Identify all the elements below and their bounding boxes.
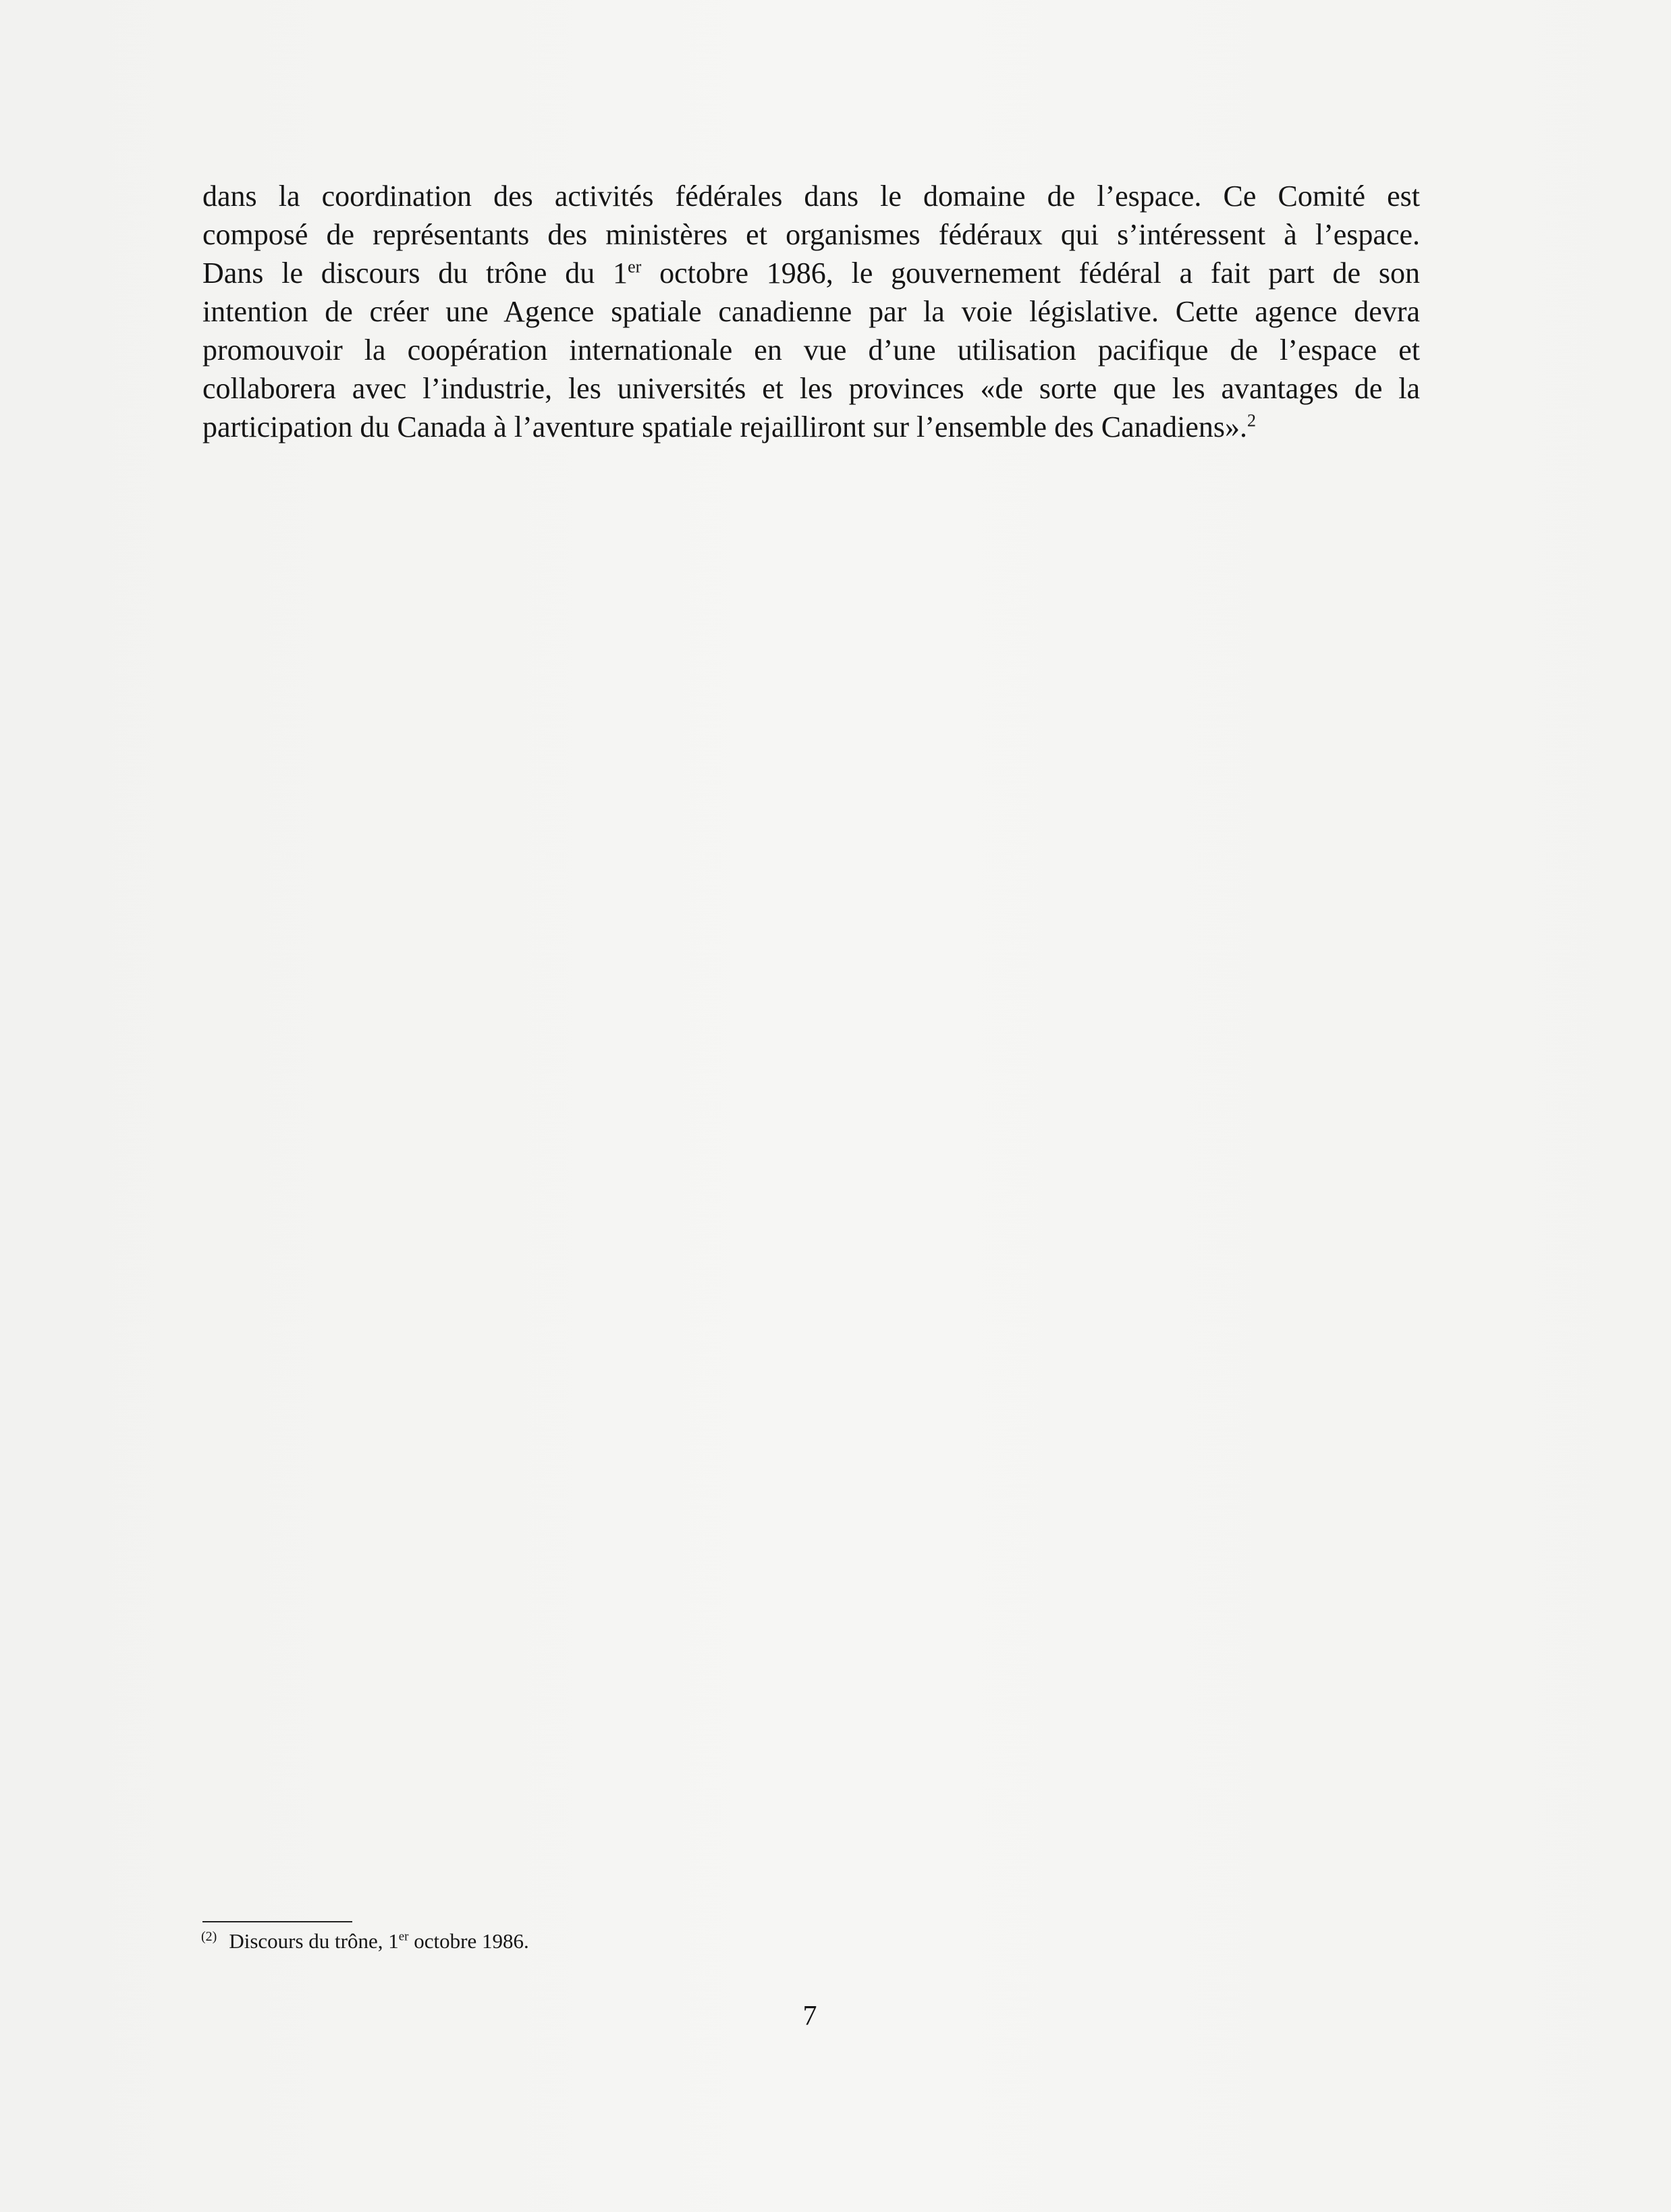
footnote-reference: 2	[1247, 410, 1257, 431]
superscript-ordinal: er	[398, 1929, 409, 1944]
footnote-text: Discours du trône, 1	[229, 1929, 399, 1953]
text-segment: participation du Canada à l’aventure spatiale rejailliront sur l’ensemble des Canadiens».	[202, 410, 1248, 443]
text-segment: octobre 1986, le gouvernement fédéral a fait part de son	[641, 257, 1420, 290]
text-line: collaborera avec l’industrie, les universités et les provinces «de sorte que les avantages de la	[202, 372, 1420, 405]
page-number: 7	[802, 2001, 817, 2032]
text-line: promouvoir la coopération internationale en vue d’une utilisation pacifique de l’espace et	[202, 333, 1420, 367]
superscript-ordinal: er	[628, 257, 642, 277]
text-segment: Dans le discours du trône du 1	[202, 257, 628, 290]
footnote-separator	[202, 1921, 352, 1922]
text-line: intention de créer une Agence spatiale canadienne par la voie législative. Cette agence devra	[202, 295, 1420, 328]
footnote	[201, 1928, 529, 1955]
footnote-marker: (2)	[201, 1928, 217, 1944]
body-paragraph	[202, 177, 1420, 446]
footnote-text: octobre 1986.	[408, 1929, 529, 1953]
text-line: dans la coordination des activités fédérales dans le domaine de l’espace. Ce Comité est	[202, 180, 1420, 213]
text-line: composé de représentants des ministères et organismes fédéraux qui s’intéressent à l’espace.	[202, 218, 1420, 251]
text-line	[202, 408, 1420, 446]
text-line	[202, 254, 1420, 292]
